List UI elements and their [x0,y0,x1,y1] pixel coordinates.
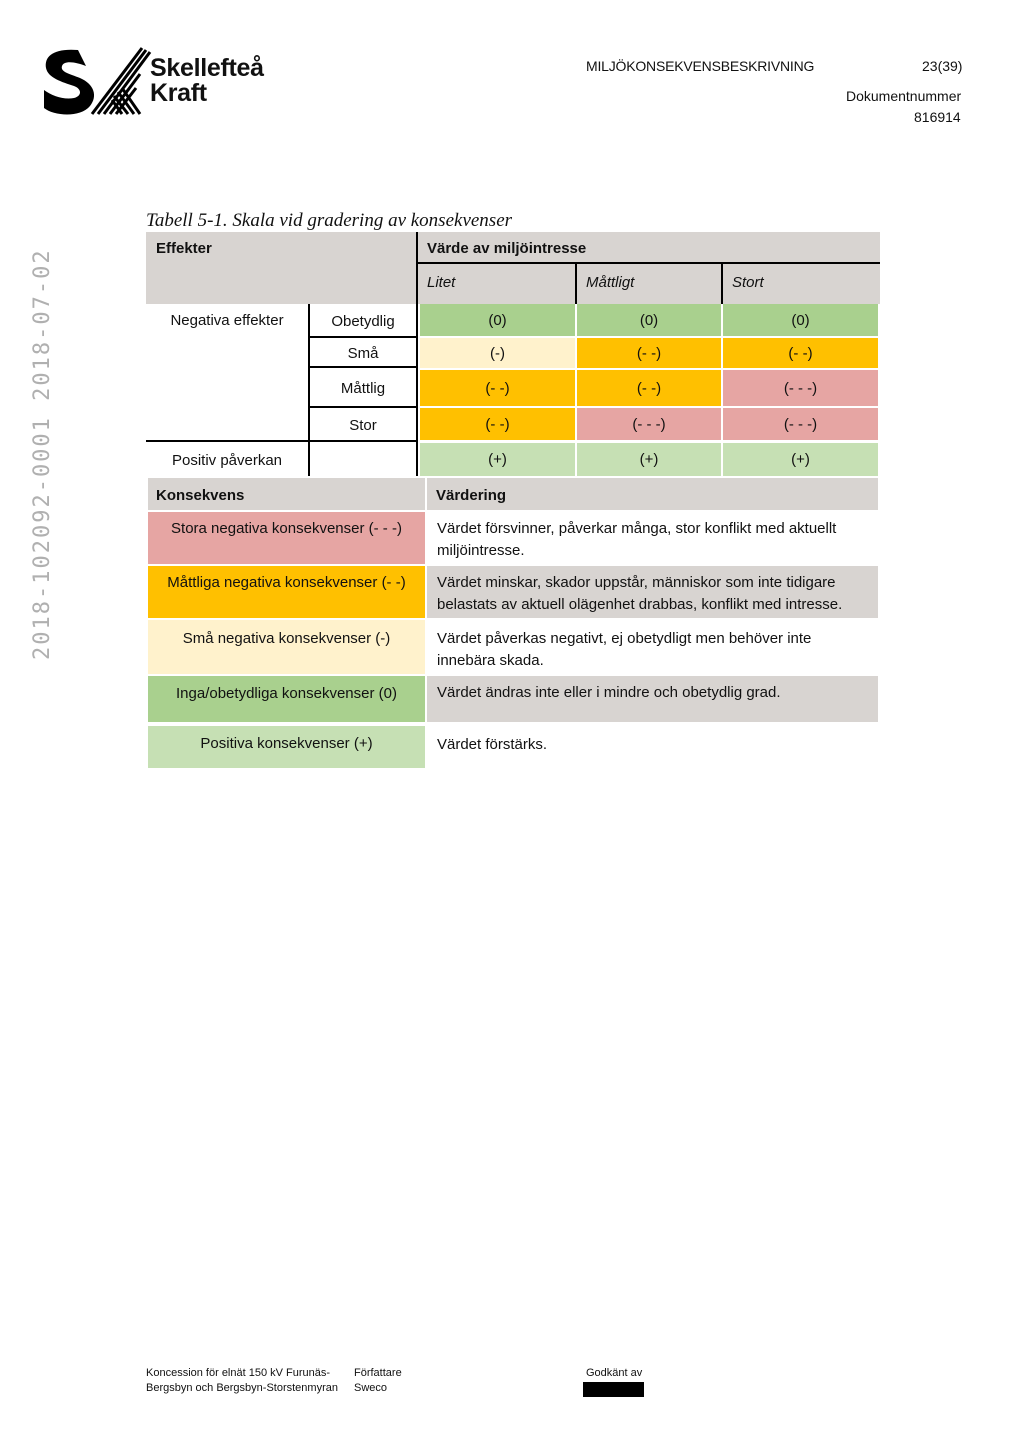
cell-sma-stort: (- -) [723,338,878,368]
cell-mattlig-litet: (- -) [420,370,575,406]
approved-redaction [583,1382,644,1397]
legend-label-none: Inga/obetydliga konsekvenser (0) [148,676,425,722]
cell-sma-litet: (-) [420,338,575,368]
cell-obetydlig-litet: (0) [420,304,575,336]
column-mattligt: Måttligt [586,274,635,291]
legend-header-konsekvens: Konsekvens [148,478,425,510]
legend-desc-moderate-negative: Värdet minskar, skador uppstår, människor som inte tidigare belastats av aktuell olägenhet drabbas, konflikt med intresse. [427,566,878,618]
footer-author-value: Sweco [354,1382,388,1394]
footer-project-line-2: Bergsbyn och Bergsbyn-Storstenmyran [146,1382,338,1394]
page-number: 23(39) [922,58,963,74]
cell-obetydlig-stort: (0) [723,304,878,336]
positive-effects-label: Positiv påverkan [171,452,283,469]
table-caption: Tabell 5-1. Skala vid gradering av konsekvenser [146,210,513,231]
legend-header-vardering: Värdering [427,478,878,510]
row-label-stor: Stor [349,416,377,434]
value-header-cell [418,232,880,304]
document-number-label: Dokumentnummer [846,88,962,104]
logo-line-1: Skellefteå [150,54,264,82]
legend-label-positive: Positiva konsekvenser (+) [148,726,425,768]
cell-stor-litet: (- -) [420,408,575,440]
legend-desc-positive: Värdet förstärks. [427,728,878,768]
negative-effects-label: Negativa effekter [170,312,284,329]
cell-obetydlig-mattligt: (0) [577,304,721,336]
cell-stor-stort: (- - -) [723,408,878,440]
footer-project [146,1366,338,1396]
cell-positive-mattligt: (+) [577,443,721,476]
row-label-sma: Små [347,344,379,362]
logo-wordmark [150,56,264,106]
value-header: Värde av miljöintresse [427,240,587,257]
effects-header: Effekter [156,240,212,257]
document-type: MILJÖKONSEKVENSBESKRIVNING [586,58,815,74]
legend-label-small-negative: Små negativa konsekvenser (-) [148,620,425,674]
footer-approved-label: Godkänt av [586,1367,643,1379]
cell-mattlig-mattligt: (- -) [577,370,721,406]
cell-sma-mattligt: (- -) [577,338,721,368]
cell-stor-mattligt: (- - -) [577,408,721,440]
row-label-mattlig: Måttlig [340,379,386,397]
legend-desc-none: Värdet ändras inte eller i mindre och obetydlig grad. [427,676,878,722]
document-number: 816914 [914,109,961,125]
registration-stamp: 2018-102092-0001 2018-07-02 [30,248,55,660]
row-label-obetydlig: Obetydlig [331,312,395,330]
legend-desc-small-negative: Värdet påverkas negativt, ej obetydligt men behöver inte innebära skada. [427,622,878,674]
footer-author-label: Författare [354,1367,402,1379]
column-stort: Stort [732,274,764,291]
legend-label-large-negative: Stora negativa konsekvenser (- - -) [148,512,425,564]
footer-project-line-1: Koncession för elnät 150 kV Furunäs- [146,1367,331,1379]
column-litet: Litet [427,274,456,291]
cell-mattlig-stort: (- - -) [723,370,878,406]
legend-desc-large-negative: Värdet försvinner, påverkar många, stor konflikt med aktuellt miljöintresse. [427,512,878,564]
effects-header-cell [146,232,418,304]
legend-label-moderate-negative: Måttliga negativa konsekvenser (- -) [148,566,425,618]
cell-positive-stort: (+) [723,443,878,476]
footer-author [354,1366,402,1396]
cell-positive-litet: (+) [420,443,575,476]
logo-line-2: Kraft [150,79,207,107]
